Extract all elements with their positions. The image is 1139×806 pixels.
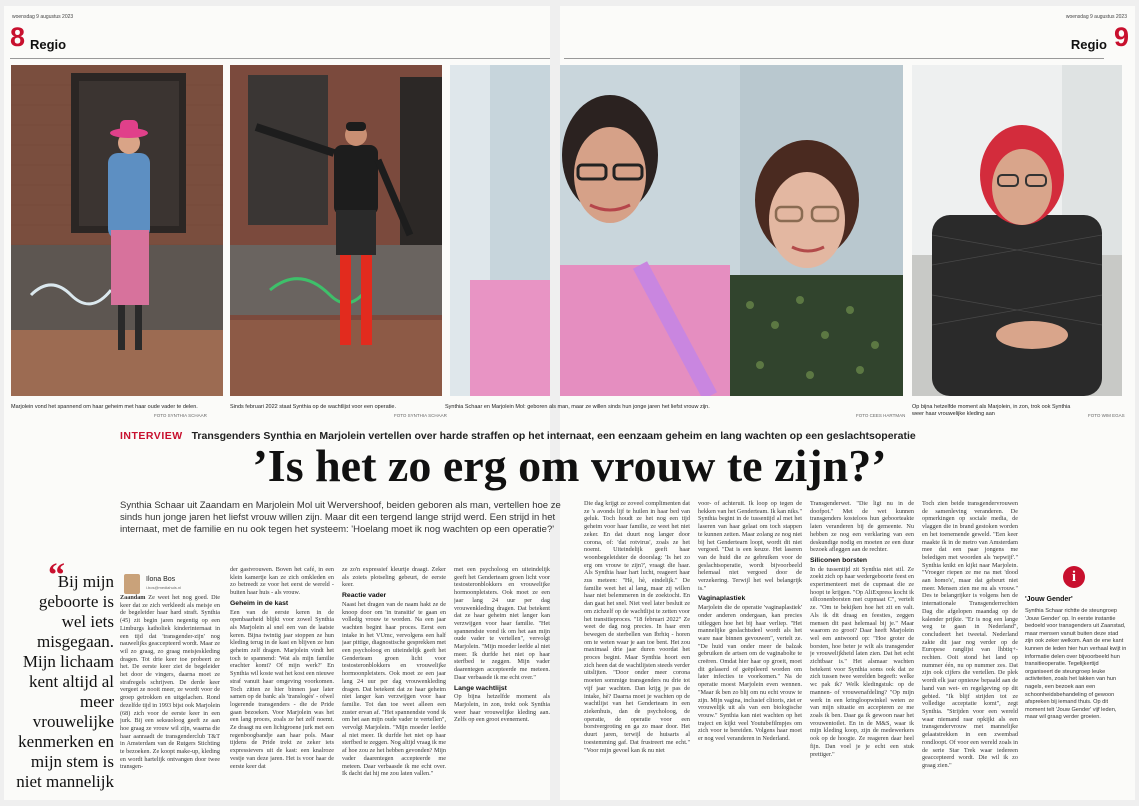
article-column-1 [120,594,220,794]
info-title: 'Jouw Gender' [1025,596,1073,603]
column-text: der gastvrouwen. Boven het café, in een klein kamertje kan ze zich omkleden en zo betreedt ze voor het eerst de wereld - buiten haar huis - als vrouw. [230,566,334,597]
article-column-4 [454,566,550,796]
photo-credit: FOTO CEES HARTMAN [856,413,906,418]
photo-caption: Synthia Schaar en Marjolein Mol: geboren als man, maar ze willen sinds hun jonge jaren het liefst vrouw zijn. [445,404,710,410]
column-text: Naast het dragen van de naam hakt ze de knoop door om 'in transitie' te gaan en volledig vrouw te worden. Na een jaar wachten begint haar proces. Eerst een intake in het VUmc, vervolgens een half jaar pittige, diagnostische gesprekken met een psycholoog en uiteindelijk geeft het Genderteam groen licht voor testosteronblokkers en vrouwelijke hormoonpleisters. Ook moet ze een jaar lang 24 uur per dag vrouwenkleding dragen. Dat betekent dat ze haar geheim niet langer kan verzwijgen voor haar familie. Tot dan toe weet alleen een zuster ervan af. "Het spannendste vond ik om het aan mijn oude vader te vertellen", vervolgt Marjolein. "Mijn moeder leefde al niet meer. Ik durfde het niet op haar sterfbed te zeggen. Nog altijd vraag ik me af hoe zou ze het hebben gevonden? Mijn vader daarentegen accepteerde me meteen. Daar verbaasde ik me echt over. Ik dacht dat hij me zou laten vallen." [342,600,446,778]
column-text: Transgenderwet. "Die ligt nu in de doofpot." Met de wet kunnen transgenders kosteloos hun geboorteakte laten veranderen bij de gemeente. Nu hebben ze nog een verklaring van een deskundige nodig en moeten ze een duur bezoek afleggen aan de rechter. [810,500,914,554]
section-name: Regio [30,37,67,52]
page-date: woensdag 9 augustus 2023 [12,14,74,20]
page-date: woensdag 9 augustus 2023 [1065,14,1127,20]
photo-caption: Sinds februari 2022 staat Synthia op de wachtlijst voor een operatie. [230,404,397,410]
photo-duo-left-half [450,65,550,396]
page-number: 8 [10,22,26,52]
photo-caption: Marjolein vond het spannend om haar geheim met haar oude vader te delen. [11,404,198,410]
article-column-2 [230,566,334,796]
photo-credit: FOTO WIM EGAS [1088,413,1125,418]
article-column-7 [810,500,914,796]
photo-marjolein-doorway [11,65,223,396]
column-text: Een van de eerste keren in de openbaarheid blijkt voor zowel Synthia als Marjolein al snel een van de laatste keren. Bijna twintig jaar stoppen ze hun kleding terug in de kast en blijven ze hun geheim zelf dragen. Marjolein vindt het toch te spannend: 'Wat als mijn familie erachter komt? Of mijn werk?' En Synthia wil koste wat het kost een nieuwe straf vanuit haar omgeving voorkomen. Toch zitten ze hier binnen jaar later samen op de bank: als 'translogés' - ofwel logerende transgenders - die de Pride gaan bezoeken. Voor Marjolein was het een lang proces, zoals ze het zelf noemt. Ze draagt nu een lichtgroene jurk met een regenboogbandje aan haar pols. Maar tijdens de Pride trekt ze zeker iets expressievers uit de kast: een knalroze vestje van deze jaren. Het is voor haar de eerste keer dat [230,608,334,770]
header-rule [10,58,550,59]
author-name: Ilona Bos [146,576,176,583]
subheading: Lange wachtlijst [454,684,507,692]
column-text: Marjolein die de operatie 'vaginaplastiek' onder anderen ondergaan, kan precies uitleggen hoe het bij haar verliep. "Het mannelijke geslachtsdeel wordt als het ware naar binnen gevouwen", vertelt ze. "De huid van onder meer de balzak gebruiken de artsen om de vaginabolte te creëren. Omdat hier haar op groeit, moet dit gelaserd of geëpileerd worden om later infecties te voorkomen." Na de operatie moest Marjolein even wennen. "Maar ik ben zo blij om nu echt vrouw te zijn. Mijn vagina, inclusief clitoris, ziet er vrouwelijk uit als van een biologische vrouw." Synthia kan niet wachten op het traject en kijkt veel Youtubefilmpjes om zich voor te bereiden. Volgens haar moet er nog veel veranderen in Nederland. [698,604,802,743]
author-avatar [124,574,140,594]
photo-credit: FOTO SYNTHIA SCHAAR [154,413,207,418]
quote-mark-icon: “ [48,557,65,594]
column-text: voor- of achteruit. Ik loop op tegen de hekken van het Genderteam. Ik kan niks." Synthia begint in de tussentijd al met het laseren van haar gelaat om toch stappen te kunnen zetten. Maar zolang ze nog niet bij het Gendertearn loopt, wordt dit niet vergoed. "Dat is een keuze. Het laseren van de huid die ze gebruiken voor de geslachtsoperatie, wordt bijvoorbeeld helemaal niet vergoed door de verzekering. Terwijl het wel belangrijk is." [698,500,802,592]
photo-synthia-street [230,65,442,396]
column-text: met een psycholoog en uiteindelijk geeft het Genderteam groen licht voor testosteronblokkers en vrouwelijke hormoonpleisters. Ook moet ze een jaar lang 24 uur per dag vrouwenkleding dragen. Dat betekent dat ze haar geheim niet langer kan verzwijgen voor haar familie. "Het spannendste vond ik om het aan mijn oude vader te vertellen", vervolgt Marjolein. "Mijn moeder leefde al niet meer. Ik durfde het niet op haar sterfbed te zeggen. Mijn vader daarentegen accepteerde me meteen. Daar verbaasde ik me echt over." [454,566,550,681]
subheading: Siliconen borsten [810,556,868,564]
article-intro: Synthia Schaar uit Zaandam en Marjolein Mol uit Wervershoof, beiden geboren als man, vertellen hoe ze sinds hun jonge jaren het liefst vrouw willen zijn. Maar dit een tergend lange strijd werd. Een strijd in het internaat, met de familie en nu ook tegen het systeem: 'Hoelang moet ik nog wachten op een operatie?' [120,500,561,535]
subheading: Vaginaplastiek [698,595,746,603]
photo-caption: Op bijna hetzelfde moment als Marjolein, in zon, trok ook Synthia weer haar vrouwelijke kleding aan [912,404,1071,417]
photo-synthia-marjolein [560,65,903,396]
article-column-3 [342,566,446,796]
article-headline: ’Is het zo erg om vrouw te zijn?’ [252,440,887,491]
photo-synthia-couch [912,65,1122,396]
article-column-5 [584,500,690,796]
column-text: In de tussentijd zit Synthia niet stil. Ze zoekt zich op haar wedergeboorte feest en experimenteert met de cupmaat die ze hoopt te krijgen. "Op AliExpress kocht ik siliconenborsten met cupmaat C", vertelt ze. "Om te bekijken hoe het zit en valt. Als ik dit draag en feesties, zeggen mensen dit past helemaal bij je." Maar waarom zo groot? Daar heeft Marjolein wel een antwoord op: "Hoe groter de borsten, hoe beter je wilt als transgender je vrouwelijkheid laten zien. Dat het echt zichtbaar is." Het alsmaar wachten betekent voor Synthia soms ook dat ze zich tussen twee werelden begeeft: welke wc pak ik? Welk kledingstuk: op de mannen- of vrouwenafdeling? "Op mijn werk in een kringloopwinkel weten ze van mijn situatie en accepteren ze me zoals ik ben. Daar ga ik gewoon naar het vrouwentoilet. En in de M&S, waar ik mijn kleding koop, zijn de medewerkers ook op de hoogte. Ze reageren daar heel fijn. Dan voel je je echt een stuk prettiger." [810,565,914,758]
column-text: Die dag krijgt ze zoveel complimenten dat ze 's avonds lijf te huilen in haar bed van geluk. Toch houdt ze het nog een tijd geheim voor haar familie, ze weet het niet zeker. En dat duurt nog langer door corona, of: 'dat rotvirus', zoals ze het noemt. Uiteindelijk geeft haar woonbegeleidster de doorslag: 'Is het zo erg om vrouw te zijn?', vraagt die haar. Als Synthia haar hart lucht, reageert haar zus meteen: "Hè, hè, eindelijk." De familie weet het al lang, maar zij willen haar niet belemmeren in de zoektocht. En dan gaat het snel. Niet veel later besluit ze om zichzelf op de wachtlijst te zetten voor het transitieproces. "18 februari 2022" Ze weet de dag nog precies. In haar eren bewegen de sterbellen van Ibrhiq - horen om te weten waar je aan toe bent. Het zou maximaal drie jaar duren voordat het proces begint. [584,500,690,662]
info-icon: i [1063,566,1085,588]
pull-quote: Bij mijn geboorte is wel iets misgegaan. Mijn lichaam kent altijd al meer vrouwelijke kenmerken en mijn stem is niet mannelijk [16,572,114,791]
column-text: ze zo'n expressief kleurtje draagt. Zeker als zoiets plotseling gebeurt, de eerste keer. [342,566,446,589]
kicker-text: Transgenders Synthia en Marjolein vertellen over harde straffen op het internaat, een eenzaam geheim en lang wachten op een geslachtsoperatie [191,430,916,442]
column-text: Op bijna hetzelfde moment als Marjolein, in zon, trekt ook Synthia weer haar vrouwelijke kleding aan. Zelfs op een groot evenement. [454,693,550,724]
column-text: Ze weet het nog goed. Die keer dat ze zich verkleedt als meisje en de begeleider haar hard straft. Synthia (45) zit begin jaren negentig op een Limburgs katholiek kinderinternaat in een tijd dat 'transgender-zijn' nog nauwelijks geaccepteerd wordt. Maar ze wil zo graag, zo graag meisjeskleding dragen. Tot drie keer toe probeert ze het. De eerste keer ziet de begeleider het door de vingers, daarna moet ze strafregels schrijven. De derde keer vergeet ze nooit meer, ze wordt voor de groep getrokken en uitgelachen. Rond dezelfde tijd in 1993 bijst ook Marjolein (68) zich voor de eerste keer in een jurk. Bij een seksuoloog geeft ze aan hoe graag ze vrouw wil zijn, waarna die haar aanraadt de transgenderclub T&T in Amsterdam van de Rutgers Stichting te bezoeken. Ze koopt make-up, kleding en wordt hartelijk ontvangen door twee transgen- [120,594,220,771]
kicker-label: INTERVIEW [120,430,183,442]
article-column-6 [698,500,802,796]
article-column-8 [922,500,1018,796]
header-rule [564,58,1104,59]
column-text: Maar Synthia hoort een zich heen dat de wachtlijsten steeds verder uitslijten. "Door onder meer corona moeten sommige transgenders nu drie tot vijf jaar wachten. Dan krijg je pas de intake, hè? Daarna moet je wachten op de wachtlijst van het Genderteam in een ziekenhuis, dan de psycholoog, de operatie, de operatie voor een borstvergroting en ga zo maar door. Het duurt jaren, terwijl de huisarts al toestemming gaf. Dat frustreert me echt." "Voor mijn gevoel kan ik nu niet [584,654,690,754]
author-email: i.bos@mediahuis.nl [146,585,181,590]
photo-credit: FOTO SYNTHIA SCHAAR [394,413,447,418]
subheading: Geheim in de kast [230,599,289,607]
column-text: Toch zien beide transgendervrouwen de samenleving veranderen. De opmerkingen op sociale media, de vlaggen die in brand gestoken worden en het toenemende geweld. "Een keer maakte ik in de metro van Amsterdam mee dat een paar jongens me beledigen met woorden als 'nepwijf'." Synthia knikt en kijkt naar Marjolein. "Vroeger riepen ze me na met 'dood aan homo's', maar dat gebeurt niet meer. Mensen zien me nu als vrouw." Des te belangrijker is volgens hen de internationale Transgenderrechten Dag die afgelopen maandag op de kalender prijkte. "Er is nog een lange weg te gaan in Nederland", concludeert het tweetal. Nederland zakte dit jaar nog verder op de Europese ranglijst van lhbtiq+-rechten. Ooit stond het land op nummer één, nu op nummer zes. Dat zijn ook cijfers die vertellen. De plek wordt elk jaar opnieuw bepaald aan de hand van wet- en regelgeving op dit gebied. "Ik blijf strijden tot ze volledige acceptatie komt", zegt Synthia. "Strijden voor een wereld waar niemand raar opkijkt als een transgendervrouw met mannelijke gelaatstrekken in een zwembad rondloopt. Of voor een wereld zoals in de serie Star Trek waar iedereen geaccepteerd wordt. Die wil ik zo graag zien." [922,500,1018,769]
section-name: Regio [1070,37,1107,52]
subheading: Reactie vader [342,592,387,600]
info-text: Synthia Schaar richtte de steungroep 'Jouw Gender' op. In eerste instantie bedoeld voor transgenders uit Zaanstad, maar mensen vanuit buiten deze stad zijn ook zeker welkom. Aan de ene kant kunnen de leden hier hun verhaal kwijt in informatie delen over bijvoorbeeld hun transitieoperatie. Tegelijkertijd organiseert de steungroep leuke activiteiten, zoals het lakken van hun nagels, een bezoek aan een schoonheidsbehandeling of gewoon afspreken bij iemand thuis. Op dit moment telt 'Jouw Gender' vijf leden, maar wil graag verder groeien. [1025,608,1127,721]
dateline: Zaandam [120,594,146,601]
page-number: 9 [1113,22,1129,52]
